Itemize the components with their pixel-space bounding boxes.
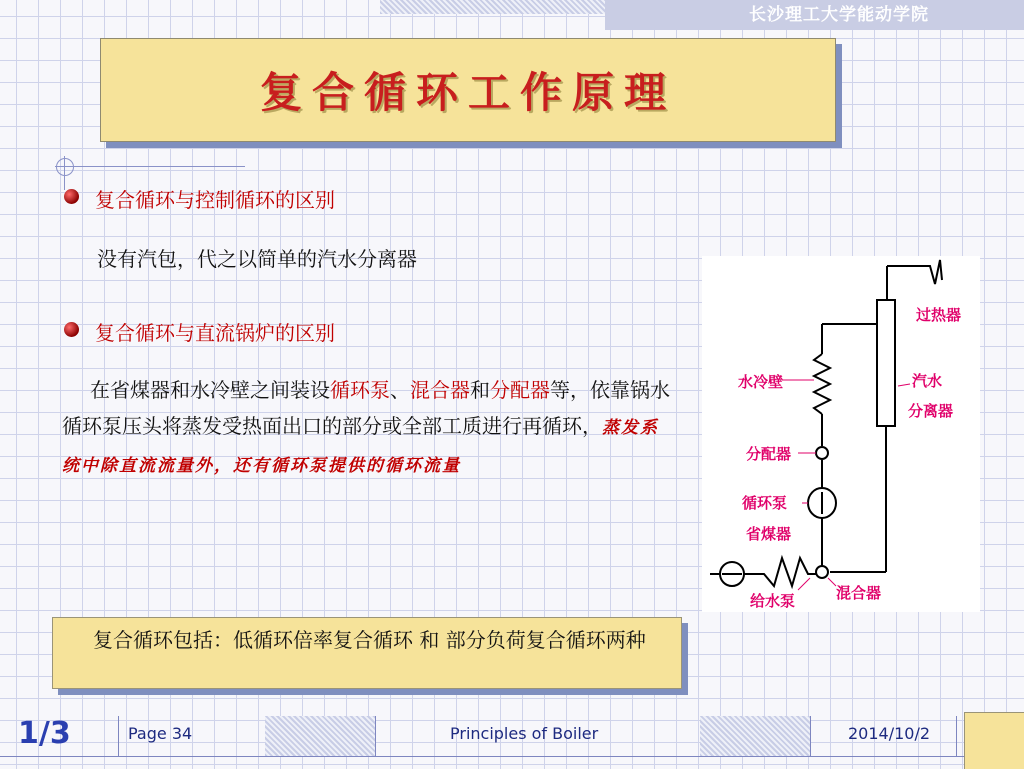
label-waterwall: 水冷壁	[738, 373, 784, 391]
label-economizer: 省煤器	[746, 525, 792, 543]
corner-block	[964, 712, 1024, 769]
page-fraction: 1/3	[18, 716, 71, 751]
bullet-icon	[64, 189, 79, 204]
section-1-body: 没有汽包，代之以简单的汽水分离器	[97, 247, 417, 271]
label-separator-line1: 汽水	[912, 372, 943, 390]
footer-page: Page 34	[128, 724, 193, 743]
footer-divider	[0, 756, 1024, 757]
footer-separator	[810, 716, 811, 756]
summary-text: 复合循环包括：低循环倍率复合循环 和 部分负荷复合循环两种	[93, 628, 646, 652]
footer-date: 2014/10/2	[848, 724, 931, 743]
label-separator-line2: 分离器	[908, 402, 954, 420]
slide-title-box	[100, 38, 836, 142]
summary-box	[52, 617, 682, 689]
section-1-heading: 复合循环与控制循环的区别	[95, 188, 335, 212]
composite-circulation-diagram	[702, 256, 980, 612]
footer-pattern-band	[265, 716, 375, 756]
footer-pattern-band	[700, 716, 810, 756]
footer-separator	[956, 716, 957, 756]
school-name: 长沙理工大学能动学院	[605, 0, 1024, 30]
footer-separator	[118, 716, 119, 756]
label-distributor: 分配器	[746, 445, 792, 463]
label-feed-pump: 给水泵	[750, 592, 796, 610]
decorative-circle	[56, 158, 74, 176]
footer-separator	[375, 716, 376, 756]
label-circulation-pump: 循环泵	[742, 494, 788, 512]
section-2-paragraph: 在省煤器和水冷壁之间装设循环泵、混合器和分配器等，依靠锅水循环泵压头将蒸发受热面出口的部分或全部工质进行再循环，蒸发系统中除直流流量外，还有循环泵提供的循环流量	[62, 378, 670, 476]
emphasis-text: 蒸发系统中除直流流量外，还有循环泵提供的循环流量	[62, 418, 659, 476]
footer-course: Principles of Boiler	[450, 724, 599, 743]
slide-title: 复合循环工作原理	[259, 68, 676, 117]
label-superheater: 过热器	[916, 306, 962, 324]
decorative-line	[55, 166, 245, 167]
bullet-icon	[64, 322, 79, 337]
label-mixer: 混合器	[836, 584, 882, 602]
circulation-schematic	[702, 256, 980, 612]
section-2-heading: 复合循环与直流锅炉的区别	[95, 321, 335, 345]
